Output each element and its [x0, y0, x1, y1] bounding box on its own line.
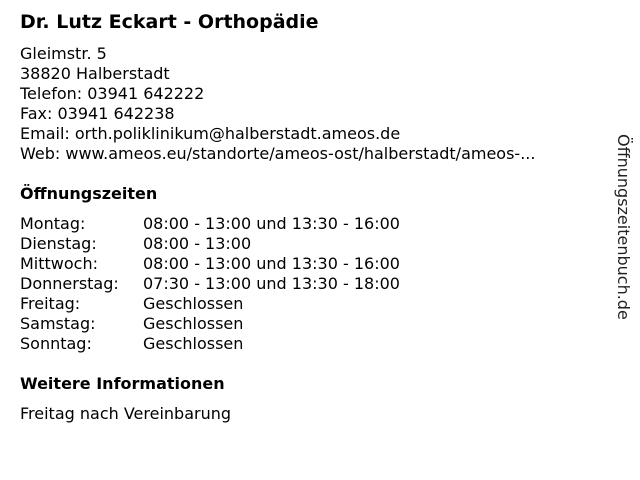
more-info-heading: Weitere Informationen — [20, 374, 225, 393]
time-value: 07:30 - 13:00 und 13:30 - 18:00 — [143, 274, 400, 293]
city-address: 38820 Halberstadt — [20, 64, 170, 83]
hours-row-friday — [20, 294, 400, 314]
website-address: Web: www.ameos.eu/standorte/ameos-ost/halberstadt/ameos-... — [20, 144, 536, 163]
day-label: Samstag: — [20, 314, 96, 333]
phone-number: Telefon: 03941 642222 — [20, 84, 205, 103]
page-title: Dr. Lutz Eckart - Orthopädie — [20, 11, 319, 33]
fax-number: Fax: 03941 642238 — [20, 104, 175, 123]
hours-row-wednesday — [20, 254, 400, 274]
street-address: Gleimstr. 5 — [20, 44, 107, 63]
opening-hours-heading: Öffnungszeiten — [20, 184, 158, 203]
hours-row-tuesday — [20, 234, 400, 254]
day-label: Sonntag: — [20, 334, 92, 353]
time-value: Geschlossen — [143, 294, 244, 313]
day-label: Mittwoch: — [20, 254, 98, 273]
time-value: 08:00 - 13:00 und 13:30 - 16:00 — [143, 254, 400, 273]
more-info-text: Freitag nach Vereinbarung — [20, 404, 232, 423]
hours-row-thursday — [20, 274, 400, 294]
day-label: Donnerstag: — [20, 274, 119, 293]
day-label: Montag: — [20, 214, 86, 233]
time-value: Geschlossen — [143, 314, 244, 333]
day-label: Dienstag: — [20, 234, 97, 253]
address-block — [20, 44, 535, 164]
day-label: Freitag: — [20, 294, 81, 313]
hours-row-saturday — [20, 314, 400, 334]
email-address: Email: orth.poliklinikum@halberstadt.ameos.de — [20, 124, 401, 143]
time-value: 08:00 - 13:00 und 13:30 - 16:00 — [143, 214, 400, 233]
opening-hours-table — [20, 214, 400, 354]
hours-row-monday — [20, 214, 400, 234]
brand-watermark: Öffnungszeitenbuch.de — [614, 134, 633, 320]
time-value: 08:00 - 13:00 — [143, 234, 252, 253]
time-value: Geschlossen — [143, 334, 244, 353]
hours-row-sunday — [20, 334, 400, 354]
